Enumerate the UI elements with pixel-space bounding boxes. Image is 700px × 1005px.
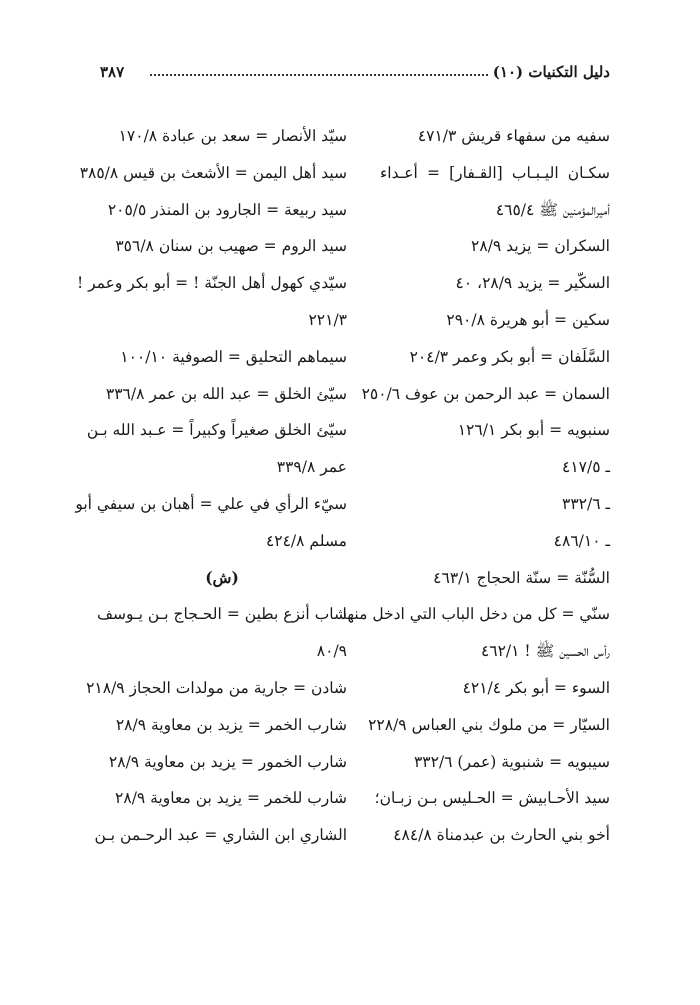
entry-line: أميرالمؤمنين ﷺ ٤٦٥/٤ xyxy=(495,200,610,219)
entry-line: سيّدي كهول أهل الجنّة ! = أبو بكر وعمر ! xyxy=(76,274,347,293)
entry-line: السَّلَفان = أبو بكر وعمر ٢٠٤/٣ xyxy=(409,347,610,366)
entry-line: سيّء الرأي في علي = أهبان بن سيفي أبو xyxy=(75,494,347,513)
entry-line: عمر ٣٣٩/٨ xyxy=(276,458,347,477)
entry-line: سيّئ الخلق = عبد الله بن عمر ٣٣٦/٨ xyxy=(105,384,347,403)
entry-line: السيّار = من ملوك بني العباس ٢٢٨/٩ xyxy=(368,715,610,734)
entry-line: ٨٠/٩ xyxy=(316,642,347,661)
entry-line: سنبويه = أبو بكر ١٢٦/١ xyxy=(457,421,610,440)
entry-line: ـ ٣٣٢/٦ xyxy=(562,494,610,513)
entry-line: السكّير = يزيد ٢٨/٩، ٤٠ xyxy=(455,274,610,293)
entry-line: سيد أهل اليمن = الأشعث بن قيس ٣٨٥/٨ xyxy=(79,163,347,182)
entry-line: سيّئ الخلق صغيراً وكبيراً = عـبد الله بـن xyxy=(86,421,347,440)
entry-line: أخو بني الحارث بن عبدمناة ٤٨٤/٨ xyxy=(393,826,610,845)
entry-line: شارب الخمر = يزيد بن معاوية ٢٨/٩ xyxy=(115,715,347,734)
right-column xyxy=(342,118,610,854)
entry-line: ـ ٤٨٦/١٠ xyxy=(553,531,610,550)
entry-line: السُّنّة = سنّة الحجاج ٤٦٣/١ xyxy=(433,568,610,587)
entry-line: شارب للخمر = يزيد بن معاوية ٢٨/٩ xyxy=(115,789,347,808)
entry-line: سيد الروم = صهيب بن سنان ٣٥٦/٨ xyxy=(115,237,347,256)
page-header xyxy=(100,60,610,86)
entry-line: سكين = أبو هريرة ٢٩٠/٨ xyxy=(446,310,610,329)
entry-line: ٢٢١/٣ xyxy=(308,310,347,329)
entry-line: سيّد الأنصار = سعد بن عبادة ١٧٠/٨ xyxy=(118,127,347,145)
page-number: ٣٨٧ xyxy=(100,63,125,81)
entry-line: السمان = عبد الرحمن بن عوف ٢٥٠/٦ xyxy=(361,384,610,403)
entry-line: السكران = يزيد ٢٨/٩ xyxy=(471,237,610,256)
entry-line: شاب أنزع بطين = الحـجاج بـن يـوسف xyxy=(97,605,347,624)
header-dot-leader xyxy=(150,74,488,76)
entry-line: السوء = أبو بكر ٤٢١/٤ xyxy=(462,678,610,697)
entry-line: سيد الأحـابيش = الحـليس بـن زبـان؛ xyxy=(374,789,610,808)
entry-line: مسلم ٤٢٤/٨ xyxy=(265,531,347,550)
header-title: دليل التكنيات (١٠) xyxy=(492,63,610,81)
entry-line: سيبويه = شنبوية (عمر) ٣٣٢/٦ xyxy=(413,752,610,771)
entry-line: شارب الخمور = يزيد بن معاوية ٢٨/٩ xyxy=(108,752,347,771)
entry-line: ـ ٤١٧/٥ xyxy=(562,458,610,477)
entry-line: سنّي = كل من دخل الباب التي ادخل منها xyxy=(342,605,610,624)
entry-line: سيد ربيعة = الجارود بن المنذر ٢٠٥/٥ xyxy=(107,200,347,219)
section-heading: (ش) xyxy=(205,567,239,587)
entry-line: سفيه من سفهاء قريش ٤٧١/٣ xyxy=(417,127,610,145)
entry-line: شادن = جارية من مولدات الحجاز ٢١٨/٩ xyxy=(86,678,347,697)
left-column xyxy=(75,118,347,854)
entry-line: سيماهم التحليق = الصوفية ١٠٠/١٠ xyxy=(120,347,347,366)
entry-line: رأس الحسين ﷺ ! ٤٦٢/١ xyxy=(480,642,610,661)
entry-line: الشاري ابن الشاري = عبد الرحـمن بـن xyxy=(94,826,347,845)
entry-line: سكـان اليـبـاب [القـفار] = أعـداء xyxy=(380,163,610,182)
